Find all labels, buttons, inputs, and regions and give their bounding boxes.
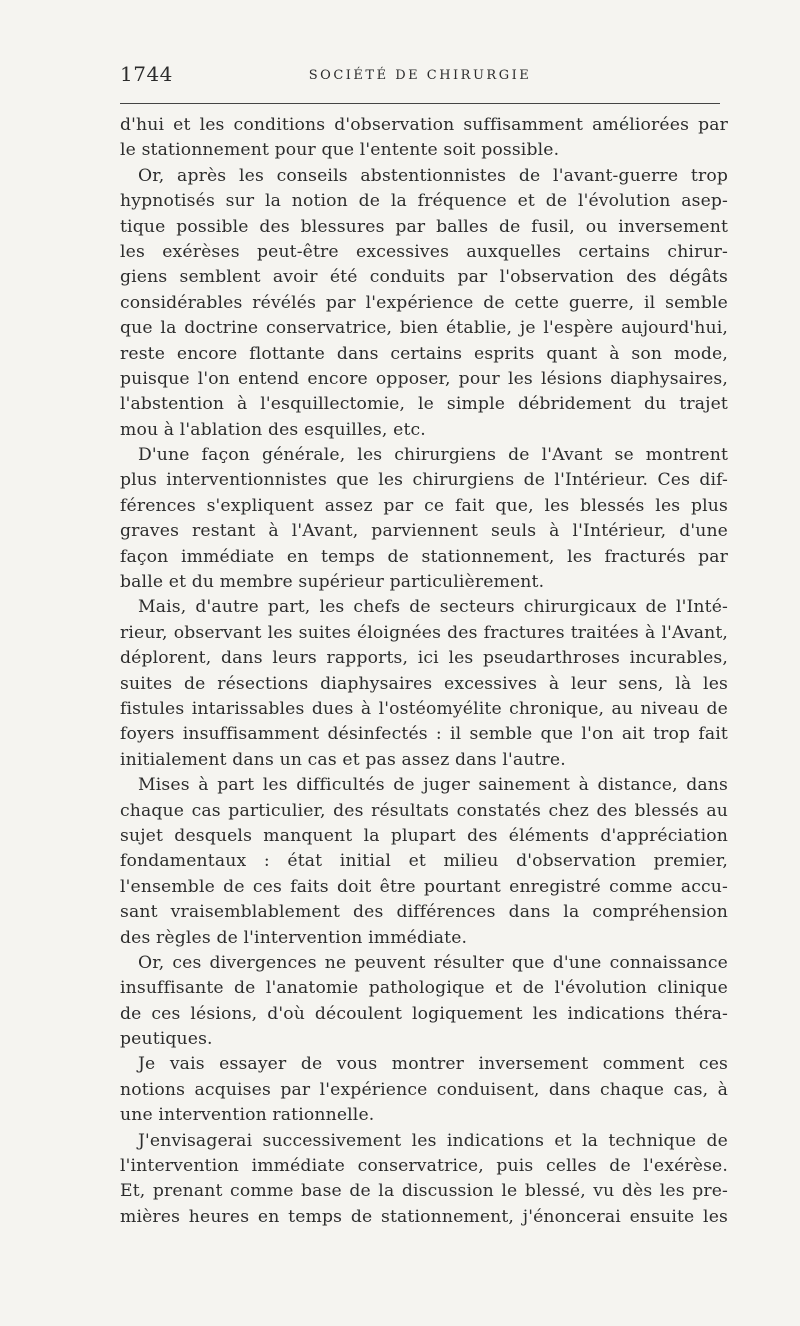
body-text <box>120 113 728 1230</box>
text-line: foyers insuffisamment désinfectés : il semble que l'on ait trop fait <box>120 724 728 745</box>
text-line: Et, prenant comme base de la discussion le blessé, vu dès les pre- <box>120 1181 728 1202</box>
text-line: Je vais essayer de vous montrer inversement comment ces <box>138 1054 728 1075</box>
text-line: rieur, observant les suites éloignées des fractures traitées à l'Avant, <box>120 622 728 643</box>
text-line: notions acquises par l'expérience conduisent, dans chaque cas, à <box>120 1079 728 1100</box>
text-line: Or, ces divergences ne peuvent résulter que d'une connaissance <box>138 952 728 973</box>
text-line: les exérèses peut-être excessives auxquelles certains chirur- <box>120 241 728 262</box>
text-line: J'envisagerai successivement les indications et la technique de <box>138 1130 728 1151</box>
text-line: le stationnement pour que l'entente soit possible. <box>120 140 560 161</box>
text-line: sujet desquels manquent la plupart des éléments d'appréciation <box>120 825 728 846</box>
text-line: d'hui et les conditions d'observation suffisamment améliorées par <box>120 115 728 135</box>
text-line: l'abstention à l'esquillectomie, le simple débridement du trajet <box>120 394 728 415</box>
text-line: une intervention rationnelle. <box>120 1105 375 1126</box>
text-line: mou à l'ablation des esquilles, etc. <box>120 419 426 440</box>
text-line: graves restant à l'Avant, parviennent seuls à l'Intérieur, d'une <box>120 521 728 542</box>
header-rule <box>120 103 720 104</box>
page-number: 1744 <box>120 62 173 86</box>
text-line: D'une façon générale, les chirurgiens de l'Avant se montrent <box>138 445 728 466</box>
text-line: tique possible des blessures par balles de fusil, ou inversement <box>120 216 728 237</box>
text-line: sant vraisemblablement des différences dans la compréhension <box>120 902 728 923</box>
text-line: puisque l'on entend encore opposer, pour les lésions diaphysaires, <box>120 368 728 389</box>
text-line: férences s'expliquent assez par ce fait que, les blessés les plus <box>120 495 728 516</box>
text-line: fondamentaux : état initial et milieu d'observation premier, <box>120 851 728 872</box>
text-line: peutiques. <box>120 1029 213 1050</box>
text-line: Mais, d'autre part, les chefs de secteurs chirurgicaux de l'Inté- <box>138 597 728 618</box>
text-line: initialement dans un cas et pas assez dans l'autre. <box>120 749 566 770</box>
text-line: l'intervention immédiate conservatrice, puis celles de l'exérèse. <box>120 1156 728 1177</box>
text-line: reste encore flottante dans certains esprits quant à son mode, <box>120 343 728 364</box>
text-line: Mises à part les difficultés de juger sainement à distance, dans <box>138 775 728 796</box>
text-line: hypnotisés sur la notion de la fréquence et de l'évolution asep- <box>120 191 728 212</box>
page-header <box>120 62 720 92</box>
text-line: déplorent, dans leurs rapports, ici les pseudarthroses incurables, <box>120 648 728 669</box>
text-line: insuffisante de l'anatomie pathologique et de l'évolution clinique <box>120 978 728 999</box>
text-line: de ces lésions, d'où découlent logiquement les indications théra- <box>120 1003 728 1024</box>
text-line: que la doctrine conservatrice, bien établie, je l'espère aujourd'hui, <box>120 318 728 339</box>
text-line: plus interventionnistes que les chirurgiens de l'Intérieur. Ces dif- <box>120 470 728 491</box>
text-line: considérables révélés par l'expérience de cette guerre, il semble <box>120 292 728 313</box>
running-title: SOCIÉTÉ DE CHIRURGIE <box>308 68 532 83</box>
text-line: l'ensemble de ces faits doit être pourtant enregistré comme accu- <box>120 876 728 897</box>
text-line: giens semblent avoir été conduits par l'observation des dégâts <box>120 267 728 288</box>
text-line: des règles de l'intervention immédiate. <box>120 927 468 948</box>
text-line: Or, après les conseils abstentionnistes de l'avant-guerre trop <box>138 165 728 186</box>
text-line: suites de résections diaphysaires excessives à leur sens, là les <box>120 673 728 694</box>
text-line: fistules intarissables dues à l'ostéomyélite chronique, au niveau de <box>120 698 728 719</box>
text-line: balle et du membre supérieur particulièrement. <box>120 572 545 593</box>
text-line: chaque cas particulier, des résultats constatés chez des blessés au <box>120 800 728 821</box>
text-line: mières heures en temps de stationnement, j'énoncerai ensuite les <box>120 1206 728 1227</box>
text-line: façon immédiate en temps de stationnement, les fracturés par <box>120 546 728 567</box>
